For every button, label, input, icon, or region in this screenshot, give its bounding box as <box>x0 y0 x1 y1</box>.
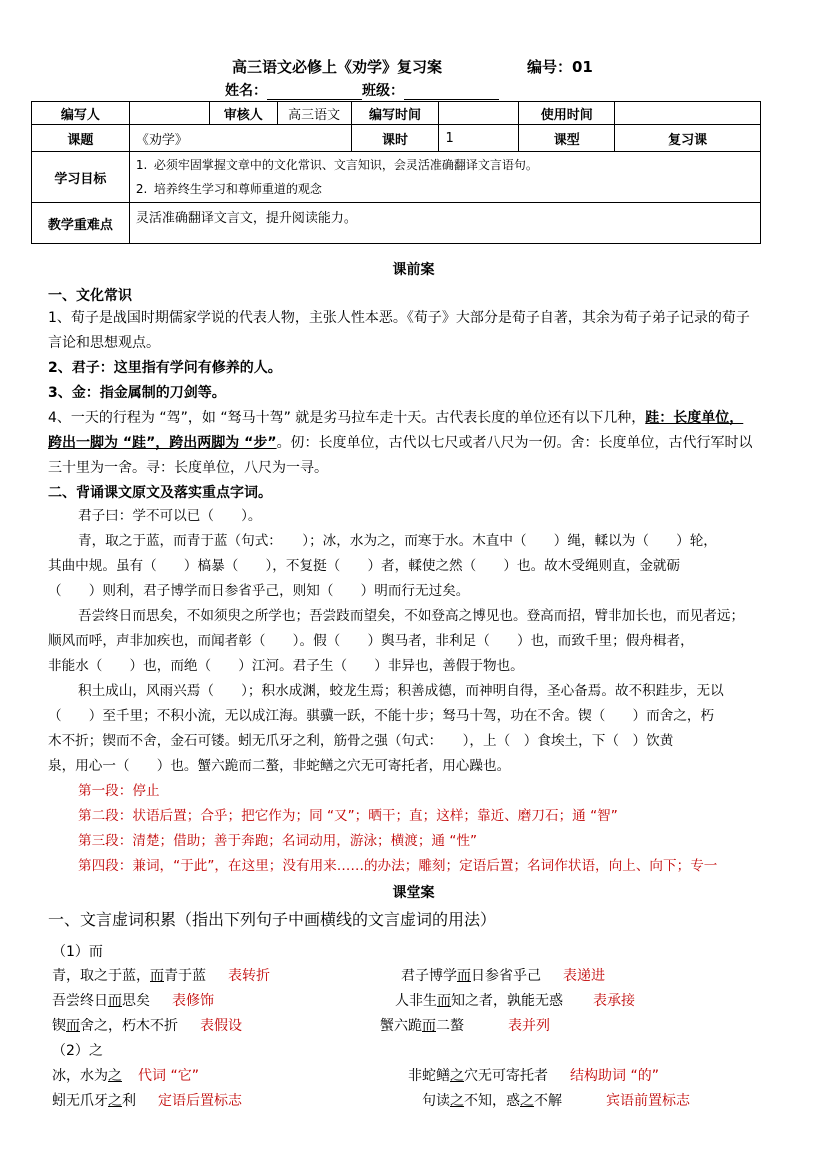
info-table <box>31 101 761 244</box>
topic-label: 课题 <box>32 125 130 152</box>
text-line: 青，取之于蓝，而青于蓝（句式： ）；冰，水为之，而寒于水。木直中（ ）绳，輮以为（ ）轮， <box>78 533 717 549</box>
name-label: 姓名： <box>225 83 267 99</box>
er-item: 人非生而知之者，孰能无惑 表承接 <box>395 993 635 1009</box>
key-row <box>32 203 761 244</box>
text-line: （ ）至千里；不积小流，无以成江海。骐骥一跃，不能十步；驽马十驾，功在不舍。锲（ ）而舍之，朽 <box>48 708 715 724</box>
periods-label: 课时 <box>351 125 439 152</box>
info-row-2 <box>32 125 761 152</box>
use-time-label: 使用时间 <box>519 102 615 125</box>
topic-value: 《劝学》 <box>129 125 351 152</box>
use-time-value <box>615 102 761 125</box>
text-line: 非能水（ ）也，而绝（ ）江河。君子生（ ）非异也，善假于物也。 <box>48 658 524 674</box>
answer-line: 第一段：停止 <box>78 783 160 799</box>
culture-item-1: 1、荀子是战国时期儒家学说的代表人物，主张人性本恶。《荀子》大部分是荀子自著，其余为荀子弟子记录的荀子 言论和思想观点。 <box>48 310 750 351</box>
text-line: 木不折；锲而不舍，金石可镂。蚓无爪牙之利，筋骨之强（句式： ），上（ ）食埃土，下（ ）饮黄 <box>48 733 674 749</box>
text-line: 顺风而呼，声非加疾也，而闻者彰（ ）。假（ ）舆马者，非利足（ ）也，而致千里；假舟楫者， <box>48 633 694 649</box>
class-label: 班级： <box>362 83 404 99</box>
text-line: （ ）则利，君子博学而日参省乎己，则知（ ）明而行无过矣。 <box>48 583 470 599</box>
zhi-item: 句读之不知，惑之不解 宾语前置标志 <box>422 1093 690 1109</box>
answer-line: 第三段：清楚；借助；善于奔跑；名词动用，游泳；横渡；通 “性” <box>78 833 478 849</box>
text-line: 吾尝终日而思矣，不如须臾之所学也；吾尝跂而望矣，不如登高之博见也。登高而招，臂非加长也，而见者远； <box>78 608 745 624</box>
reviewer-label: 审核人 <box>209 102 277 125</box>
goal-item: 1. 必须牢固掌握文章中的文化常识、文言知识，会灵活准确翻译文言语句。 <box>135 158 538 172</box>
serial-number: 编号：01 <box>527 58 593 76</box>
er-item: 吾尝终日而思矣 表修饰 <box>52 993 214 1009</box>
title-line <box>0 56 827 78</box>
zhi-item: 冰，水为之 代词 “它” <box>52 1068 199 1084</box>
name-class-line <box>225 80 499 100</box>
class-blank <box>404 85 499 100</box>
er-item: 蟹六跪而二螯 表并列 <box>380 1018 550 1034</box>
preclass-title: 课前案 <box>392 262 435 278</box>
text-line: 其曲中规。虽有（ ）槁暴（ ），不复挺（ ）者，輮使之然（ ）也。故木受绳则直，金就砺 <box>48 558 681 574</box>
er-item: 君子博学而日参省乎己 表递进 <box>401 968 605 984</box>
write-time-value <box>439 102 519 125</box>
er-label: （1）而 <box>52 944 103 960</box>
original-text <box>48 504 793 779</box>
author-label: 编写人 <box>32 102 130 125</box>
periods-value: 1 <box>439 125 519 152</box>
type-label: 课型 <box>519 125 615 152</box>
answer-key <box>78 779 788 879</box>
er-item: 锲而舍之，朽木不折 表假设 <box>52 1018 242 1034</box>
key-text: 灵活准确翻译文言文，提升阅读能力。 <box>129 203 760 244</box>
inclass-title: 课堂案 <box>392 885 435 901</box>
er-item: 青，取之于蓝，而青于蓝 表转折 <box>52 968 270 984</box>
author-value <box>129 102 209 125</box>
function-words-heading: 一、文言虚词积累（指出下列句子中画横线的文言虚词的用法） <box>48 910 497 929</box>
recite-heading: 二、背诵课文原文及落实重点字词。 <box>48 485 272 501</box>
key-label: 教学重难点 <box>32 203 130 244</box>
zhi-item: 蚓无爪牙之利 定语后置标志 <box>52 1093 242 1109</box>
type-value: 复习课 <box>615 125 761 152</box>
text-line: 积土成山，风雨兴焉（ ）；积水成渊，蛟龙生焉；积善成德，而神明自得，圣心备焉。故不积跬步，无以 <box>78 683 724 699</box>
info-row-1 <box>32 102 761 125</box>
answer-line: 第四段：兼词，“于此”，在这里；没有用来……的办法；雕刻；定语后置；名词作状语，向上、向下；专一 <box>78 858 718 874</box>
culture-item-2: 2、君子：这里指有学问有修养的人。 <box>48 360 282 376</box>
text-line: 泉，用心一（ ）也。蟹六跪而二螯，非蛇鳝之穴无可寄托者，用心躁也。 <box>48 758 511 774</box>
culture-item-3: 3、金：指金属制的刀剑等。 <box>48 385 226 401</box>
text-line: 君子曰：学不可以已（ ）。 <box>78 508 262 524</box>
answer-line: 第二段：状语后置；合乎；把它作为；同 “又”；晒干；直；这样；靠近、磨刀石；通 “智” <box>78 808 618 824</box>
culture-item-4: 4、一天的行程为 “驾”，如 “驽马十驾” 就是劣马拉车走十天。古代表长度的单位还有以下几种，跬：长度单位， 跨出一脚为 “跬”，跨出两脚为 “步”。仞：长度单位，古代以七尺或者八尺为一仞。舍：长度单位，古代行军时以 三十里为一舍。寻：长度单位，八尺为一寻。 <box>48 410 753 476</box>
page-title: 高三语文必修上《劝学》复习案 <box>232 58 443 76</box>
write-time-label: 编写时间 <box>351 102 439 125</box>
name-blank <box>267 85 362 100</box>
goals-row <box>32 152 761 203</box>
culture-heading: 一、文化常识 <box>48 288 132 304</box>
goals-label: 学习目标 <box>32 152 130 203</box>
zhi-label: （2）之 <box>52 1043 103 1059</box>
goal-item: 2. 培养终生学习和尊师重道的观念 <box>135 182 322 196</box>
reviewer-value: 高三语文 <box>277 102 351 125</box>
zhi-item: 非蛇鳝之穴无可寄托者 结构助词 “的” <box>408 1068 659 1084</box>
goals-cell <box>129 152 760 203</box>
